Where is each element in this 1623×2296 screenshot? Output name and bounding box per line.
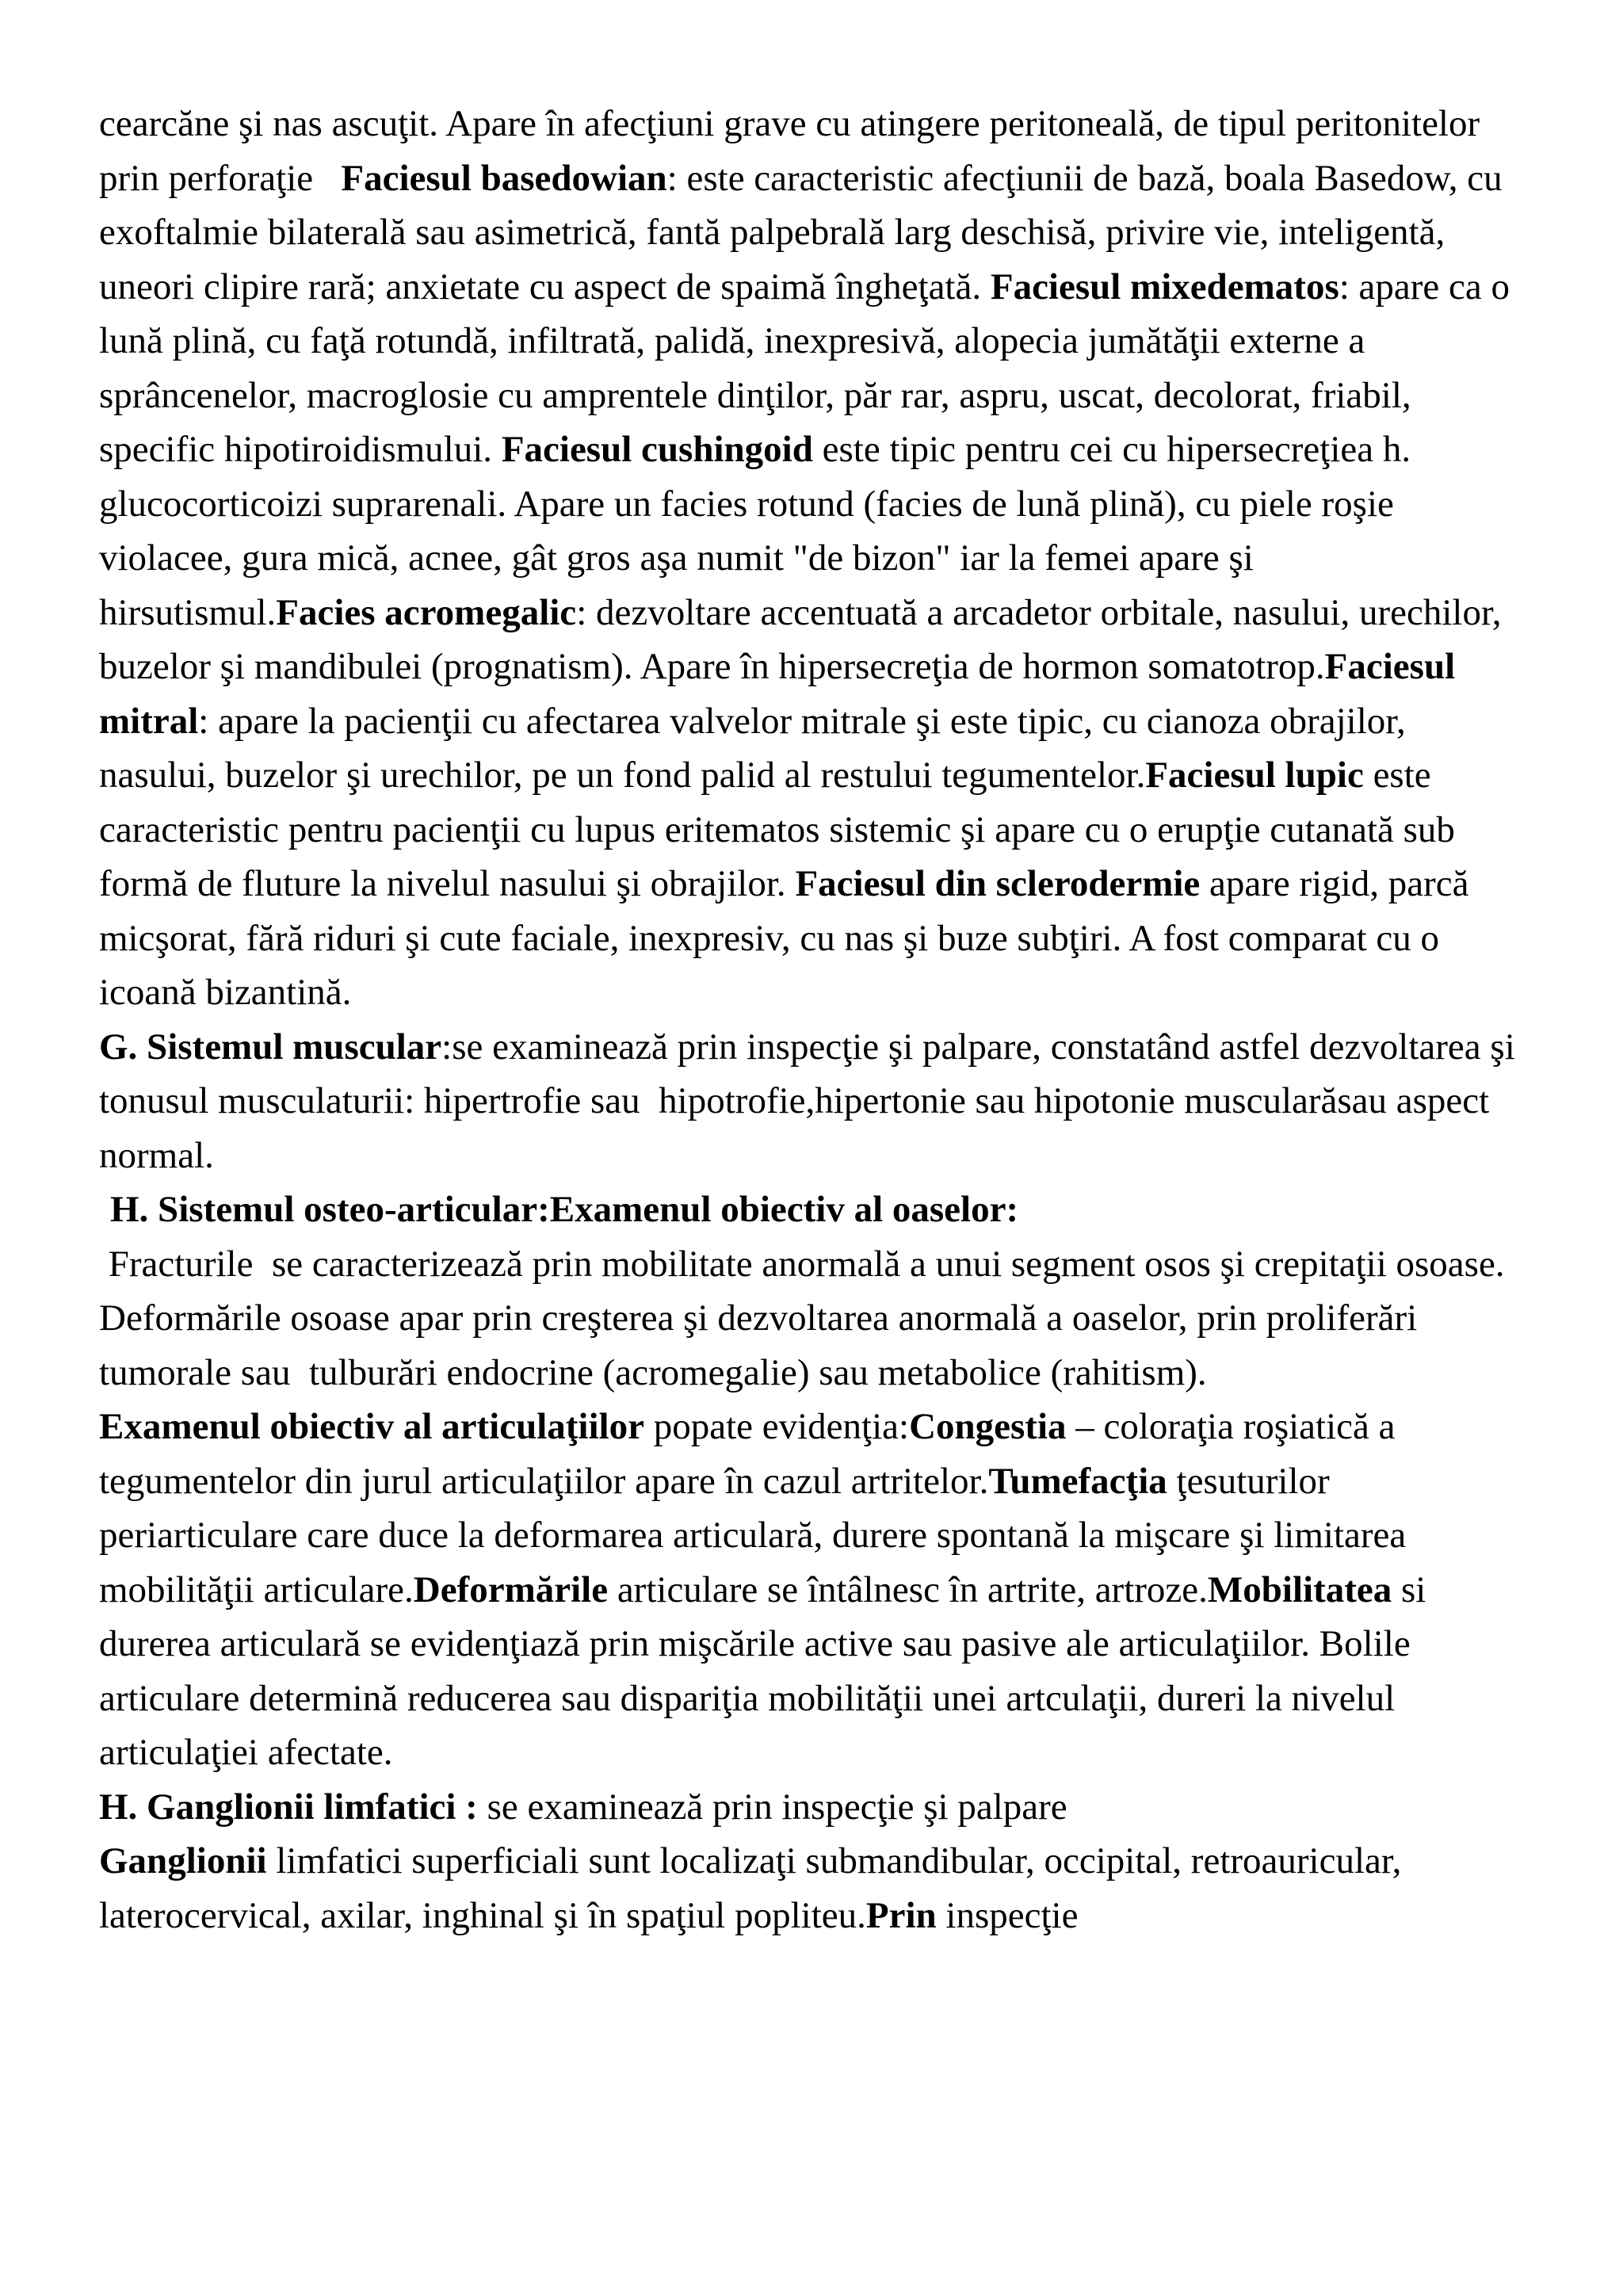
paragraph (99, 1780, 1526, 1835)
bold-term: Mobilitatea (1207, 1568, 1392, 1610)
text-run: apare rigid, parcă micşorat, fără riduri şi cute faciale, inexpresiv, cu nas şi buze subţiri. A fost comparat cu o icoană bizantină. (99, 863, 1479, 1013)
paragraph (99, 97, 1526, 1020)
text-run: :se examinează prin inspecţie şi palpare, constatând astfel dezvoltarea şi tonusul musculaturii: hipertrofie sau hipotrofie,hipertonie sau hipotonie muscularăsau aspect normal. (99, 1026, 1525, 1176)
paragraph (99, 1834, 1526, 1943)
text-run: Fracturile se caracterizează prin mobilitate anormală a unui segment osos şi crepitaţii osoase. Deformările osoase apar prin creşterea şi dezvoltarea anormală a oaselor, prin proliferări tumorale sau tulburări endocrine (acromegalie) sau metabolice (rahitism). (99, 1243, 1514, 1393)
bold-term: Faciesul lupic (1145, 755, 1364, 796)
bold-term: Faciesul cushingoid (501, 429, 813, 470)
text-run: inspecţie (936, 1894, 1079, 1936)
text-run: – coloraţia roşiatică a tegumentelor din jurul articulaţiilor apare în cazul artritelor. (99, 1406, 1405, 1502)
bold-term: G. Sistemul muscular (99, 1026, 442, 1068)
text-run: : este caracteristic afecţiunii de bază, boala Basedow, cu exoftalmie bilaterală sau asimetrică, fantă palpebrală larg deschisă, privire vie, inteligentă, uneori clipire rară; anxietate cu aspect de spaimă îngheţată. (99, 157, 1512, 308)
paragraph (99, 1020, 1526, 1183)
text-run: : apare la pacienţii cu afectarea valvelor mitrale şi este tipic, cu cianoza obrajilor, nasului, buzelor şi urechilor, pe un fond palid al restului tegumentelor. (99, 700, 1415, 796)
bold-term: Examenul obiectiv al articulaţiilor (99, 1406, 644, 1447)
paragraph (99, 1182, 1526, 1237)
text-run: limfatici superficiali sunt localizaţi submandibular, occipital, retroauricular, laterocervical, axilar, inghinal şi în spaţiul popliteu. (99, 1840, 1411, 1936)
bold-term: Deformările (413, 1568, 609, 1610)
text-run: este tipic pentru cei cu hipersecreţiea h. glucocorticoizi suprarenali. Apare un facies rotund (facies de lună plină), cu piele roşie violacee, gura mică, acnee, gât gros aşa numit "de bizon" iar la femei apare şi hirsutismul. (99, 429, 1420, 633)
text-run: : dezvoltare accentuată a arcadetor orbitale, nasului, urechilor, buzelor şi mandibulei (prognatism). Apare în hipersecreţia de hormon somatotrop. (99, 591, 1511, 687)
bold-term: Faciesul mitral (99, 646, 1465, 742)
paragraph (99, 1400, 1526, 1780)
bold-term: Tumefacţia (988, 1460, 1167, 1502)
text-run: se examinează prin inspecţie şi palpare (477, 1786, 1067, 1828)
text-run: si durerea articulară se evidenţiază prin mişcările active sau pasive ale articulaţiilor. Bolile articulare determină reducerea sau dispariţia mobilităţii unei artculaţii, dureri la nivelul articulaţiei afectate. (99, 1568, 1436, 1773)
text-run: este caracteristic pentru pacienţii cu lupus eritematos sistemic şi apare cu o erupţie cutanată sub formă de fluture la nivelul nasului şi obrajilor. (99, 755, 1465, 904)
bold-term: Ganglionii (99, 1840, 267, 1881)
bold-term: H. Ganglionii limfatici : (99, 1786, 478, 1828)
bold-term: Faciesul basedowian (341, 157, 667, 199)
bold-term: H. Sistemul osteo-articular:Examenul obiectiv al oaselor: (110, 1189, 1019, 1230)
text-run: articulare se întâlnesc în artrite, artroze. (608, 1568, 1208, 1610)
bold-term: Faciesul mixedematos (990, 266, 1339, 308)
bold-term: Prin (865, 1894, 937, 1936)
document-page (99, 97, 1526, 1943)
text-run: ţesuturilor periarticulare care duce la deformarea articulară, durere spontană la mişcare şi limitarea mobilităţii articulare. (99, 1460, 1416, 1610)
bold-term: Facies acromegalic (276, 591, 577, 633)
text-run: popate evidenţia: (643, 1406, 910, 1447)
paragraph (99, 1237, 1526, 1400)
bold-term: Faciesul din sclerodermie (795, 863, 1201, 904)
bold-term: Congestia (909, 1406, 1067, 1447)
text-run: cearcăne şi nas ascuţit. Apare în afecţiuni grave cu atingere peritoneală, de tipul peritonitelor prin perforaţie (99, 103, 1489, 199)
text-run: : apare ca o lună plină, cu faţă rotundă, infiltrată, palidă, inexpresivă, alopecia jumătăţii externe a sprâncenelor, macroglosie cu amprentele dinţilor, păr rar, aspru, uscat, decolorat, friabil, specific hipotiroidismului. (99, 266, 1519, 470)
